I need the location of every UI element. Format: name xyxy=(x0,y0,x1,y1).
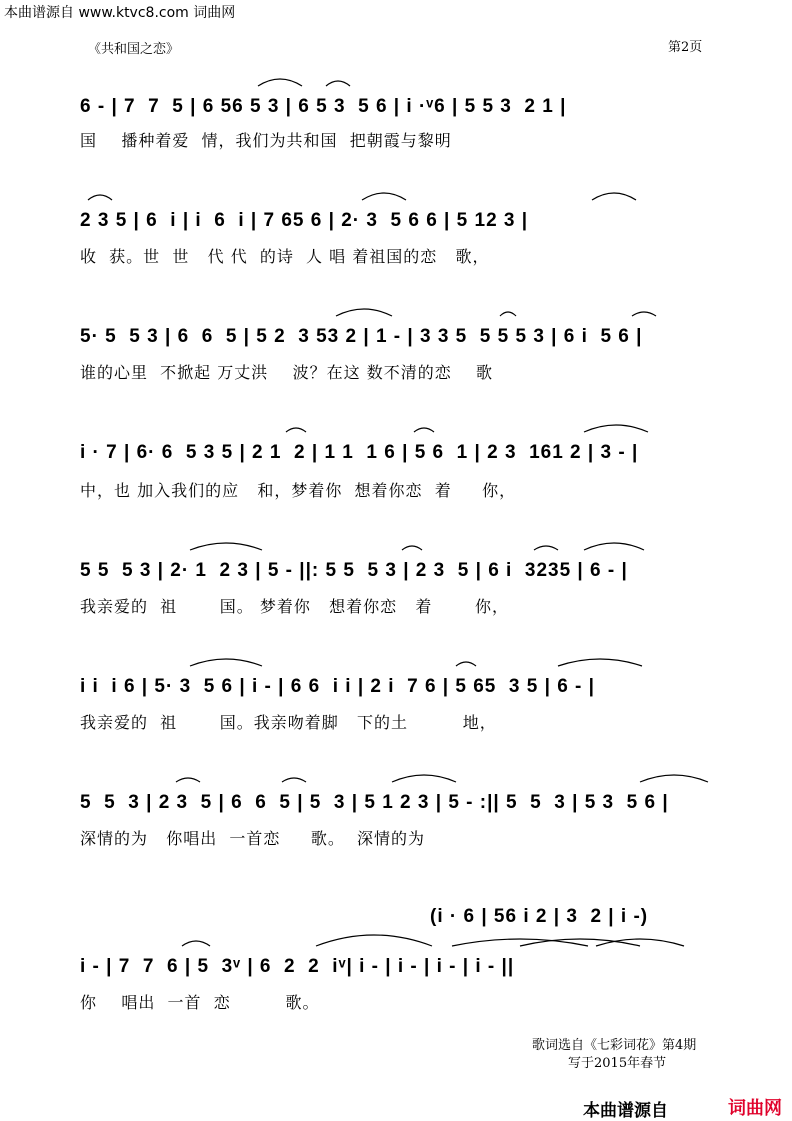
lyric-row-3: 谁的心里 不掀起 万丈洪 波？在这 数不清的恋 歌 xyxy=(80,363,494,382)
brand-logo-text: 本曲谱源自 xyxy=(583,1101,668,1121)
notation-row-8-accompaniment: (i · 6 | 56 i 2 | 3 2 | i -) xyxy=(430,906,649,927)
lyric-row-4: 中，也 加入我们的应 和，梦着你 想着你恋 着 你， xyxy=(80,481,517,500)
lyric-row-2: 收 获。世 世 代 代 的诗 人 唱 着祖国的恋 歌， xyxy=(80,247,490,266)
slur-arc xyxy=(414,428,434,432)
slur-arc xyxy=(640,775,708,782)
slur-arc xyxy=(558,659,642,666)
slur-arc xyxy=(584,543,644,550)
slur-arc xyxy=(592,193,636,200)
slur-arc xyxy=(258,79,302,86)
slur-arc xyxy=(336,309,392,316)
notation-row-7: 5 5 3 | 2 3 5 | 6 6 5 | 5 3 | 5 1 2 3 | 5 - :|| 5 5 3 | 5 3 5 6 | xyxy=(80,792,669,813)
notation-row-4: i · 7 | 6· 6 5 3 5 | 2 1 2 | 1 1 1 6 | 5 6 1 | 2 3 161 2 | 3 - | xyxy=(80,442,639,463)
brand-logo-mark: 词曲网 xyxy=(728,1098,782,1119)
notation-row-3: 5· 5 5 3 | 6 6 5 | 5 2 3 53 2 | 1 - | 3 3 5 5 5 5 3 | 6 i 5 6 | xyxy=(80,326,643,347)
slur-arc xyxy=(500,312,516,316)
site-header: 本曲谱源自 www.ktvc8.com 词曲网 xyxy=(4,5,236,21)
slur-arc xyxy=(534,546,558,550)
lyric-row-6: 我亲爱的 祖 国。我亲吻着脚 下的土 地， xyxy=(80,713,497,732)
slur-arc xyxy=(316,935,432,946)
notation-row-5: 5 5 5 3 | 2· 1 2 3 | 5 - ||: 5 5 5 3 | 2 3 5 | 6 i 3235 | 6 - | xyxy=(80,560,628,581)
slur-arc xyxy=(286,428,306,432)
page-number: 第2页 xyxy=(668,40,703,55)
slur-arc xyxy=(632,312,656,316)
slur-arc xyxy=(190,543,262,550)
notation-row-1: 6 - | 7 7 5 | 6 56 5 3 | 6 5 3 5 6 | i ·ᵛ6 | 5 5 3 2 1 | xyxy=(80,96,567,117)
slur-arc xyxy=(584,425,648,432)
slur-arc xyxy=(456,662,476,666)
lyric-row-5: 我亲爱的 祖 国。 梦着你 想着你恋 着 你， xyxy=(80,597,509,616)
notation-row-9: i - | 7 7 6 | 5 3ᵛ | 6 2 2 iᵛ| i - | i - | i - | i - || xyxy=(80,956,515,977)
notation-row-2: 2 3 5 | 6 i | i 6 i | 7 65 6 | 2· 3 5 6 6 | 5 12 3 | xyxy=(80,210,529,231)
slur-arc xyxy=(326,81,350,86)
slur-arc xyxy=(282,778,306,782)
song-title: 《共和国之恋》 xyxy=(88,42,180,57)
lyric-row-9: 你 唱出 一首 恋 歌。 xyxy=(80,993,320,1012)
slur-arc xyxy=(88,195,112,200)
notation-row-6: i i i 6 | 5· 3 5 6 | i - | 6 6 i i | 2 i 7 6 | 5 65 3 5 | 6 - | xyxy=(80,676,595,697)
slur-arc xyxy=(392,775,456,782)
slur-arc xyxy=(402,546,422,550)
slur-arc xyxy=(452,939,588,946)
slur-arc xyxy=(190,659,262,666)
slur-arc xyxy=(182,941,210,946)
slur-arc xyxy=(596,939,684,946)
lyric-row-7: 深情的为 你唱出 一首恋 歌。 深情的为 xyxy=(80,829,426,848)
written-date-note: 写于2015年春节 xyxy=(568,1056,667,1071)
slur-arc xyxy=(362,193,406,200)
lyrics-source-note: 歌词选自《七彩词花》第4期 xyxy=(532,1038,697,1053)
slur-arc xyxy=(176,778,200,782)
lyric-row-1: 国 播种着爱 情，我们为共和国 把朝霞与黎明 xyxy=(80,131,452,150)
